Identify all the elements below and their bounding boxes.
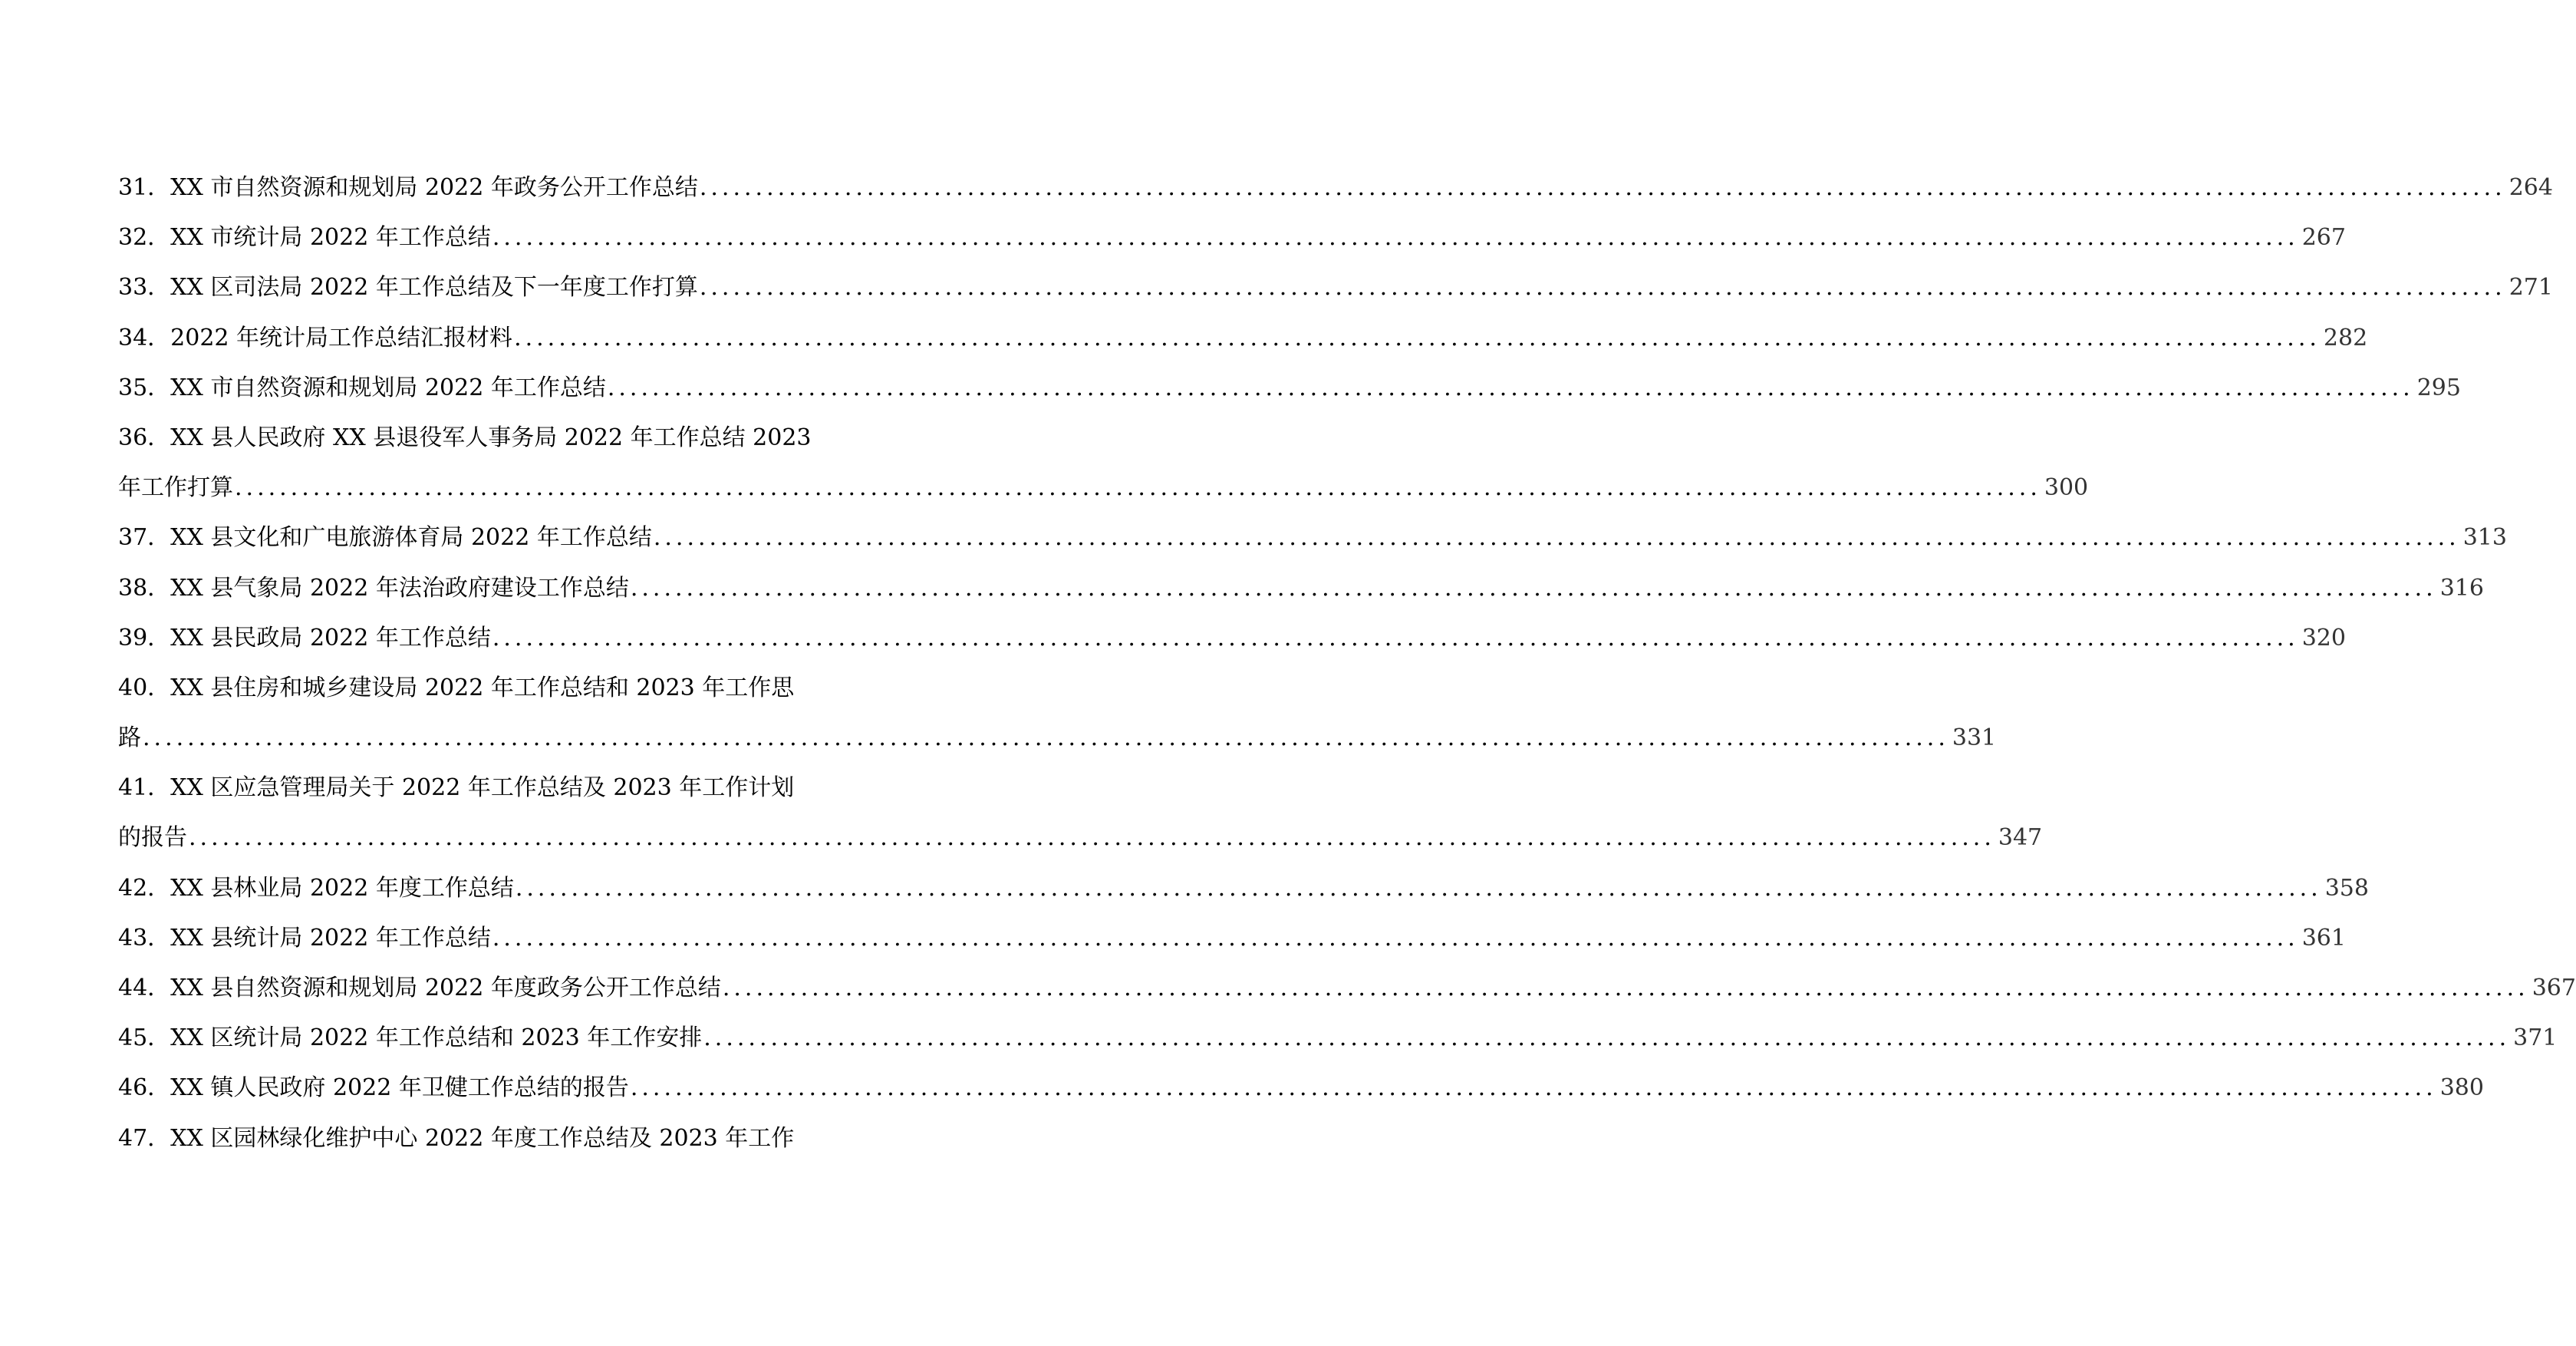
toc-entry-44[interactable] [118,963,2576,1013]
dot-leader [698,262,2506,312]
toc-entry-46[interactable] [118,1063,2484,1113]
toc-page-number: 358 [2324,874,2369,902]
toc-page-number: 371 [2513,1024,2558,1052]
dot-leader [233,463,2041,513]
dot-leader [606,363,2414,413]
dot-leader [698,163,2506,213]
toc-entry-title: 34．2022 年统计局工作总结汇报材料 [118,324,513,351]
toc-entry-title: 31．XX 市自然资源和规划局 2022 年政务公开工作总结 [118,174,698,201]
toc-page-number: 380 [2439,1074,2484,1102]
toc-page-number: 361 [2301,924,2346,952]
toc-entry-title: 45．XX 区统计局 2022 年工作总结和 2023 年工作安排 [118,1024,703,1052]
toc-entry-title: 32．XX 市统计局 2022 年工作总结 [118,224,491,252]
toc-entry-42[interactable] [118,863,2369,913]
toc-entry-title: 39．XX 县民政局 2022 年工作总结 [118,624,491,652]
dot-leader [141,713,1949,763]
dot-leader [721,963,2529,1013]
toc-entry-title: 37．XX 县文化和广电旅游体育局 2022 年工作总结 [118,524,652,552]
dot-leader [629,1063,2437,1113]
toc-entry-36[interactable] [118,413,835,463]
toc-entry-47[interactable] [118,1113,835,1163]
dot-leader [491,613,2299,663]
toc-page-number: 295 [2416,374,2461,401]
toc-entry-title: 42．XX 县林业局 2022 年度工作总结 [118,874,514,902]
toc-entry-43[interactable] [118,913,2346,963]
toc-entry-title: 年工作打算 [118,474,233,502]
dot-leader [187,813,1995,863]
dot-leader [514,863,2322,913]
dot-leader [629,563,2437,613]
toc-entry-title: 41．XX 区应急管理局关于 2022 年工作总结及 2023 年工作计划 [118,774,795,802]
toc-page-number: 282 [2323,324,2368,351]
toc-page-number: 320 [2301,624,2346,652]
toc-entry-title: 的报告 [118,824,187,852]
toc-entry-41[interactable] [118,763,835,813]
toc-page-number: 347 [1998,824,2043,852]
dot-leader [702,1013,2510,1063]
toc-entry-37[interactable] [118,513,2507,562]
toc-entry-33[interactable] [118,262,2553,312]
toc-page-number: 331 [1952,724,1997,752]
toc-page-number: 313 [2462,524,2507,552]
toc-entry-title: 44．XX 县自然资源和规划局 2022 年度政务公开工作总结 [118,975,721,1001]
toc-entry-31[interactable] [118,163,2553,213]
toc-entry-41-continued[interactable] [118,813,2043,863]
dot-leader [652,513,2460,562]
toc-entry-title: 40．XX 县住房和城乡建设局 2022 年工作总结和 2023 年工作思 [118,674,795,701]
toc-entry-40-continued[interactable] [118,713,1997,763]
toc-page-number: 271 [2508,274,2553,302]
toc-entry-39[interactable] [118,613,2346,663]
toc-page-number: 267 [2301,224,2346,252]
toc-entry-title: 46．XX 镇人民政府 2022 年卫健工作总结的报告 [118,1074,629,1102]
toc-entry-45[interactable] [118,1013,2558,1063]
toc-entry-title: 47．XX 区园林绿化维护中心 2022 年度工作总结及 2023 年工作 [118,1124,795,1152]
toc-page-number: 300 [2044,474,2089,502]
toc-entry-title: 43．XX 县统计局 2022 年工作总结 [118,924,491,952]
toc-entry-34[interactable] [118,313,2368,363]
toc-entry-title: 路 [118,724,141,752]
toc-entry-title: 35．XX 市自然资源和规划局 2022 年工作总结 [118,374,606,401]
toc-page-number: 264 [2508,174,2553,201]
toc-entry-32[interactable] [118,213,2346,262]
toc-entry-36-continued[interactable] [118,463,2089,513]
toc-page-number: 367 [2532,975,2576,1001]
toc-entry-title: 33．XX 区司法局 2022 年工作总结及下一年度工作打算 [118,274,698,302]
dot-leader [512,313,2321,363]
toc-entry-title: 36．XX 县人民政府 XX 县退役军人事务局 2022 年工作总结 2023 [118,424,812,451]
toc-entry-title: 38．XX 县气象局 2022 年法治政府建设工作总结 [118,574,629,602]
dot-leader [491,213,2299,262]
table-of-contents [118,163,2576,1163]
toc-entry-40[interactable] [118,663,835,713]
toc-entry-38[interactable] [118,563,2484,613]
toc-page-number: 316 [2439,574,2484,602]
toc-entry-35[interactable] [118,363,2461,413]
dot-leader [491,913,2299,963]
